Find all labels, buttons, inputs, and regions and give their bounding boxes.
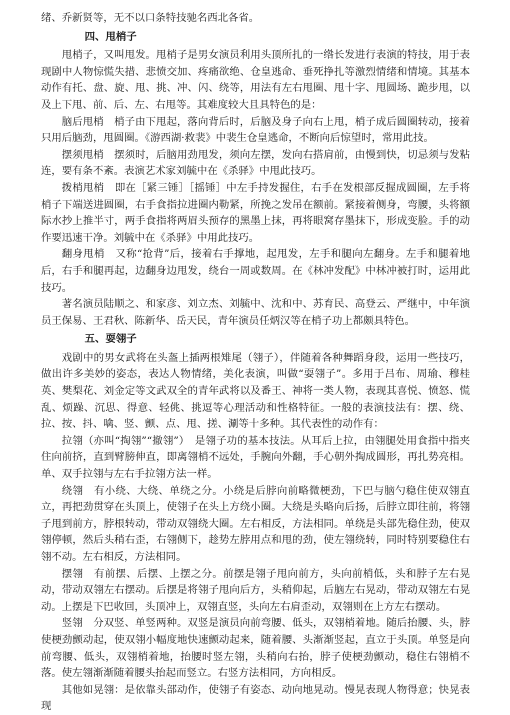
paragraph: 摆翎 有前摆、后摆、上摆之分。前摆是翎子甩向前方，头向前梢低，头和脖子左右晃动，带动双翎左右摆动。后摆是将翎子甩向后方，头稍仰起，后脑左右晃动，带动双翎左右晃动。上摆是下巴收回，头顶冲上，双翎直竖，头向左右肩歪动，双翎则在上方左右摆动。 [41, 567, 470, 613]
paragraph: 摆须甩梢 摆须时，后脑用劲甩发，须向左摆，发向右搭肩前，由慢到快，切忌须与发粘连，要有条不紊。表演艺术家刘毓中在《杀驿》中甩此技巧。 [41, 148, 470, 178]
paragraph: 甩梢子，又叫甩发。甩梢子是男女演员利用头顶所扎的一绺长发进行表演的特技，用于表现剧中人物惊慌失措、悲愤交加、疼痛欲绝、仓皇逃命、垂死挣扎等激烈情绪和情境。其基本动作有托、盘、旋、甩、挑、冲、闪、绕等，用法有左右甩圈、甩十字、甩圆场、跪步甩，以及上下甩、前、后、左、右甩等。其难度较大且具特色的是： [41, 49, 470, 111]
paragraph: 绪、乔新贤等，无不以口条特技驰名西北各省。 [41, 12, 260, 24]
paragraph: 拉翎（亦叫“掏翎”“撤翎”） 是翎子功的基本技法。从耳后上拉，由翎腿处用食指中指夹住向前挤，直到臂膀伸直，即离翎梢不远处，手腕向外翻，手心朝外掏成圆形，再扎势亮相。单、双手拉翎与左右手拉翎方法一样。 [41, 434, 470, 481]
paragraph: 戏剧中的男女武将在头盔上插两根雉尾（翎子），伴随着各种舞蹈身段，运用一些技巧，做出许多美妙的姿态，表达人物情绪，美化表演，叫做“耍翎子”。多用于吕布、周瑜、穆桂英、樊梨花、刘金定等文武双全的青年武将以及番王、神将一类人物，表现其喜悦、愤怒、慌乱、烦躁、沉思、得意、轻佻、挑逗等心理活动和性格特征。一般的表演技法有：摆、绕、拉、按、抖、噙、竖、颤、点、甩、搓、涮等十多种。其代表性的动作有： [41, 351, 470, 431]
section-heading-4: 四、甩梢子 [84, 30, 137, 43]
section-heading-5: 五、耍翎子 [84, 333, 137, 346]
paragraph: 脑后甩梢 梢子由下甩起，落向背后时，后脑及身子向右上甩，梢子成后圆圈转动，接着只用后脑劲，甩圆圈。《游西湖·救裴》中裴生仓皇逃命，不断向后惊望时，常用此技。 [41, 115, 470, 145]
document-body [41, 10, 470, 715]
paragraph: 绕翎 有小绕、大绕、单绕之分。小绕是后脖向前略微梗劲，下巴与脑勺稳住使双翎直立，再把劲贯穿在头顶上，使翎子在头上方绕小圈。大绕是头略向后扬，后脖立即往前，将翎子甩到前方，脖根转动，带动双翎绕大圈。左右相反，方法相同。单绕是头部先稳住劲，使双翎停顿，然后头稍右歪，右翎侧下，趁势左脖用点和甩的劲，使左翎绕转，同时特别要稳住右翎不动。左右相反，方法相同。 [41, 484, 470, 563]
paragraph: 其他如晃翎：是依靠头部动作，使翎子有姿态、动向地晃动。慢晃表现人物得意；快晃表现 [41, 683, 470, 713]
paragraph: 翻身甩梢 又称“抢背”后，接着右手撑地，起甩发，左手和腿向左翻身。左手和腿着地后，右手和腿再起，边翻身边甩发，绕台一周或数周。在《林冲发配》中林冲被打时，运用此技巧。 [41, 248, 470, 294]
paragraph: 著名演员陆顺之、和家彦、刘立杰、刘毓中、沈和中、苏育民、高登云、严继中，中年演员王保易、王君秋、陈新华、岳天民，青年演员任炳汉等在梢子功上都颇具特色。 [41, 298, 470, 327]
paragraph: 竖翎 分双竖、单竖两种。双竖是演员向前弯腰、低头，双翎梢着地。随后抬腰、头，脖使梗劲颤动起，使双翎小幅度地快速颤动起来，随着腰、头渐渐竖起，直立于头顶。单竖是向前弯腰、低头，双翎梢着地，抬腰时竖左翎，头稍向右抬，脖子使梗劲颤动，稳住右翎梢不落。使左翎渐渐随着腰头抬起而竖立。右竖方法相同，方向相反。 [41, 617, 470, 680]
paragraph: 拨梢甩梢 即在［紧三锤］［摇锤］中左手持发握住，右手在发根部反握成圆圈，左手将梢子下端送进圆圈，右手食指拉进圈内勒紧，所挽之发吊在额前。紧接着侧身，弯腰，头将额际水抄上推半寸，两手食指将两眉头预存的黑墨上抹，再将眼窝存墨抹下，形成变脸。手的动作要迅速干净。刘毓中在《杀驿》中用此技巧。 [41, 181, 470, 244]
